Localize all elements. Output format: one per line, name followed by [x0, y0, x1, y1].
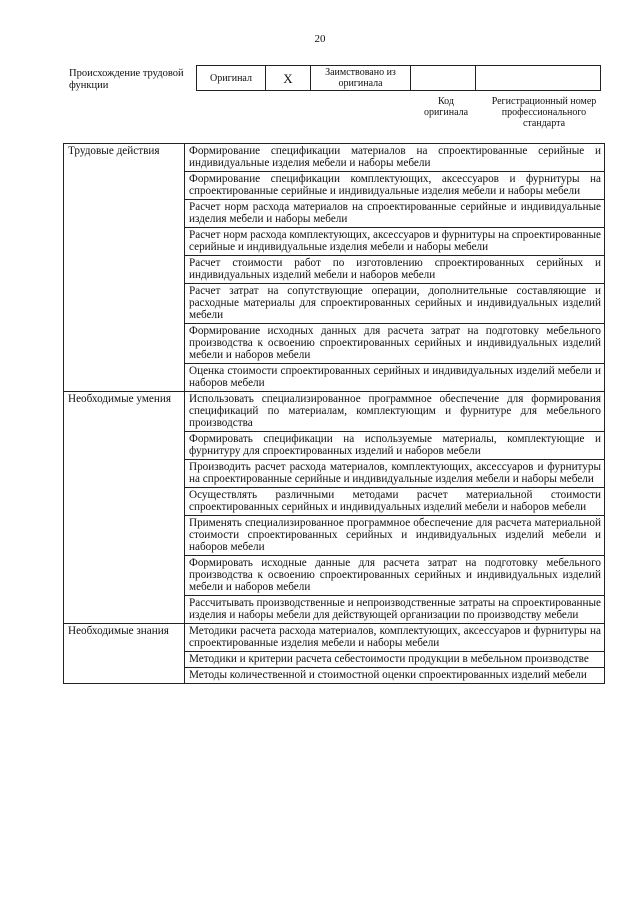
section-item: Рассчитывать производственные и непроизводственные затраты на спроектированные изделия и наборы мебели для действующей организации по производству мебели — [185, 596, 605, 624]
section-item: Формирование исходных данных для расчета затрат на подготовку мебельного производства к освоению спроектированных серийных и индивидуальных изделий мебели и наборов мебели — [185, 324, 605, 364]
origin-table — [196, 65, 601, 91]
section-item: Формировать спецификации на используемые материалы, комплектующие и фурнитуру для спроектированных изделий и наборов мебели — [185, 432, 605, 460]
section-item: Осуществлять различными методами расчет материальной стоимости спроектированных серийных и индивидуальных изделий мебели и наборов мебели — [185, 488, 605, 516]
origin-label: Происхождение трудовой функции — [69, 68, 184, 91]
section-item: Методики и критерии расчета себестоимости продукции в мебельном производстве — [185, 652, 605, 668]
section-item: Формировать исходные данные для расчета затрат на подготовку мебельного производства к освоению спроектированных серийных и индивидуальных изделий мебели и наборов мебели — [185, 556, 605, 596]
section-item: Методики расчета расхода материалов, комплектующих, аксессуаров и фурнитуры на спроектированные изделия мебели и наборы мебели — [185, 624, 605, 652]
page-number: 20 — [314, 33, 326, 45]
section-item: Расчет норм расхода материалов на спроектированные серийные и индивидуальные изделия мебели и наборы мебели — [185, 200, 605, 228]
registration-caption: Регистрационный номер профессионального стандарта — [491, 96, 597, 129]
function-table-body — [64, 144, 605, 684]
table-row — [64, 144, 605, 172]
section-item: Использовать специализированное программное обеспечение для формирования спецификаций по материалам, комплектующим и фурнитуре для мебельного производства — [185, 392, 605, 432]
section-item: Расчет стоимости работ по изготовлению спроектированных серийных и индивидуальных изделий мебели и наборов мебели — [185, 256, 605, 284]
section-title: Необходимые умения — [64, 392, 185, 624]
code-caption: Код оригинала — [423, 96, 469, 118]
section-item: Расчет норм расхода комплектующих, аксессуаров и фурнитуры на спроектированные серийные и индивидуальные изделия мебели и наборы мебели — [185, 228, 605, 256]
section-title: Трудовые действия — [64, 144, 185, 392]
section-title: Необходимые знания — [64, 624, 185, 684]
section-item: Формирование спецификации материалов на спроектированные серийные и индивидуальные изделия мебели и наборы мебели — [185, 144, 605, 172]
code-cell — [411, 66, 476, 91]
section-item: Методы количественной и стоимостной оценки спроектированных изделий мебели — [185, 668, 605, 684]
original-label: Оригинал — [197, 66, 266, 91]
section-item: Оценка стоимости спроектированных серийных и индивидуальных изделий мебели и наборов мебели — [185, 364, 605, 392]
section-item: Формирование спецификации комплектующих, аксессуаров и фурнитуры на спроектированные серийные и индивидуальные изделия мебели и наборы мебели — [185, 172, 605, 200]
original-mark: X — [266, 66, 311, 91]
borrowed-label: Заимствовано из оригинала — [311, 66, 411, 91]
function-table — [63, 143, 605, 684]
section-item: Расчет затрат на сопутствующие операции, дополнительные составляющие и расходные материалы для спроектированных серийных и индивидуальных изделий мебели — [185, 284, 605, 324]
section-item: Применять специализированное программное обеспечение для расчета материальной стоимости спроектированных серийных и индивидуальных изделий мебели и наборов мебели — [185, 516, 605, 556]
table-row — [64, 392, 605, 432]
section-item: Производить расчет расхода материалов, комплектующих, аксессуаров и фурнитуры на спроектированные серийные и индивидуальные изделия мебели и наборы мебели — [185, 460, 605, 488]
registration-cell — [476, 66, 601, 91]
table-row — [64, 624, 605, 652]
